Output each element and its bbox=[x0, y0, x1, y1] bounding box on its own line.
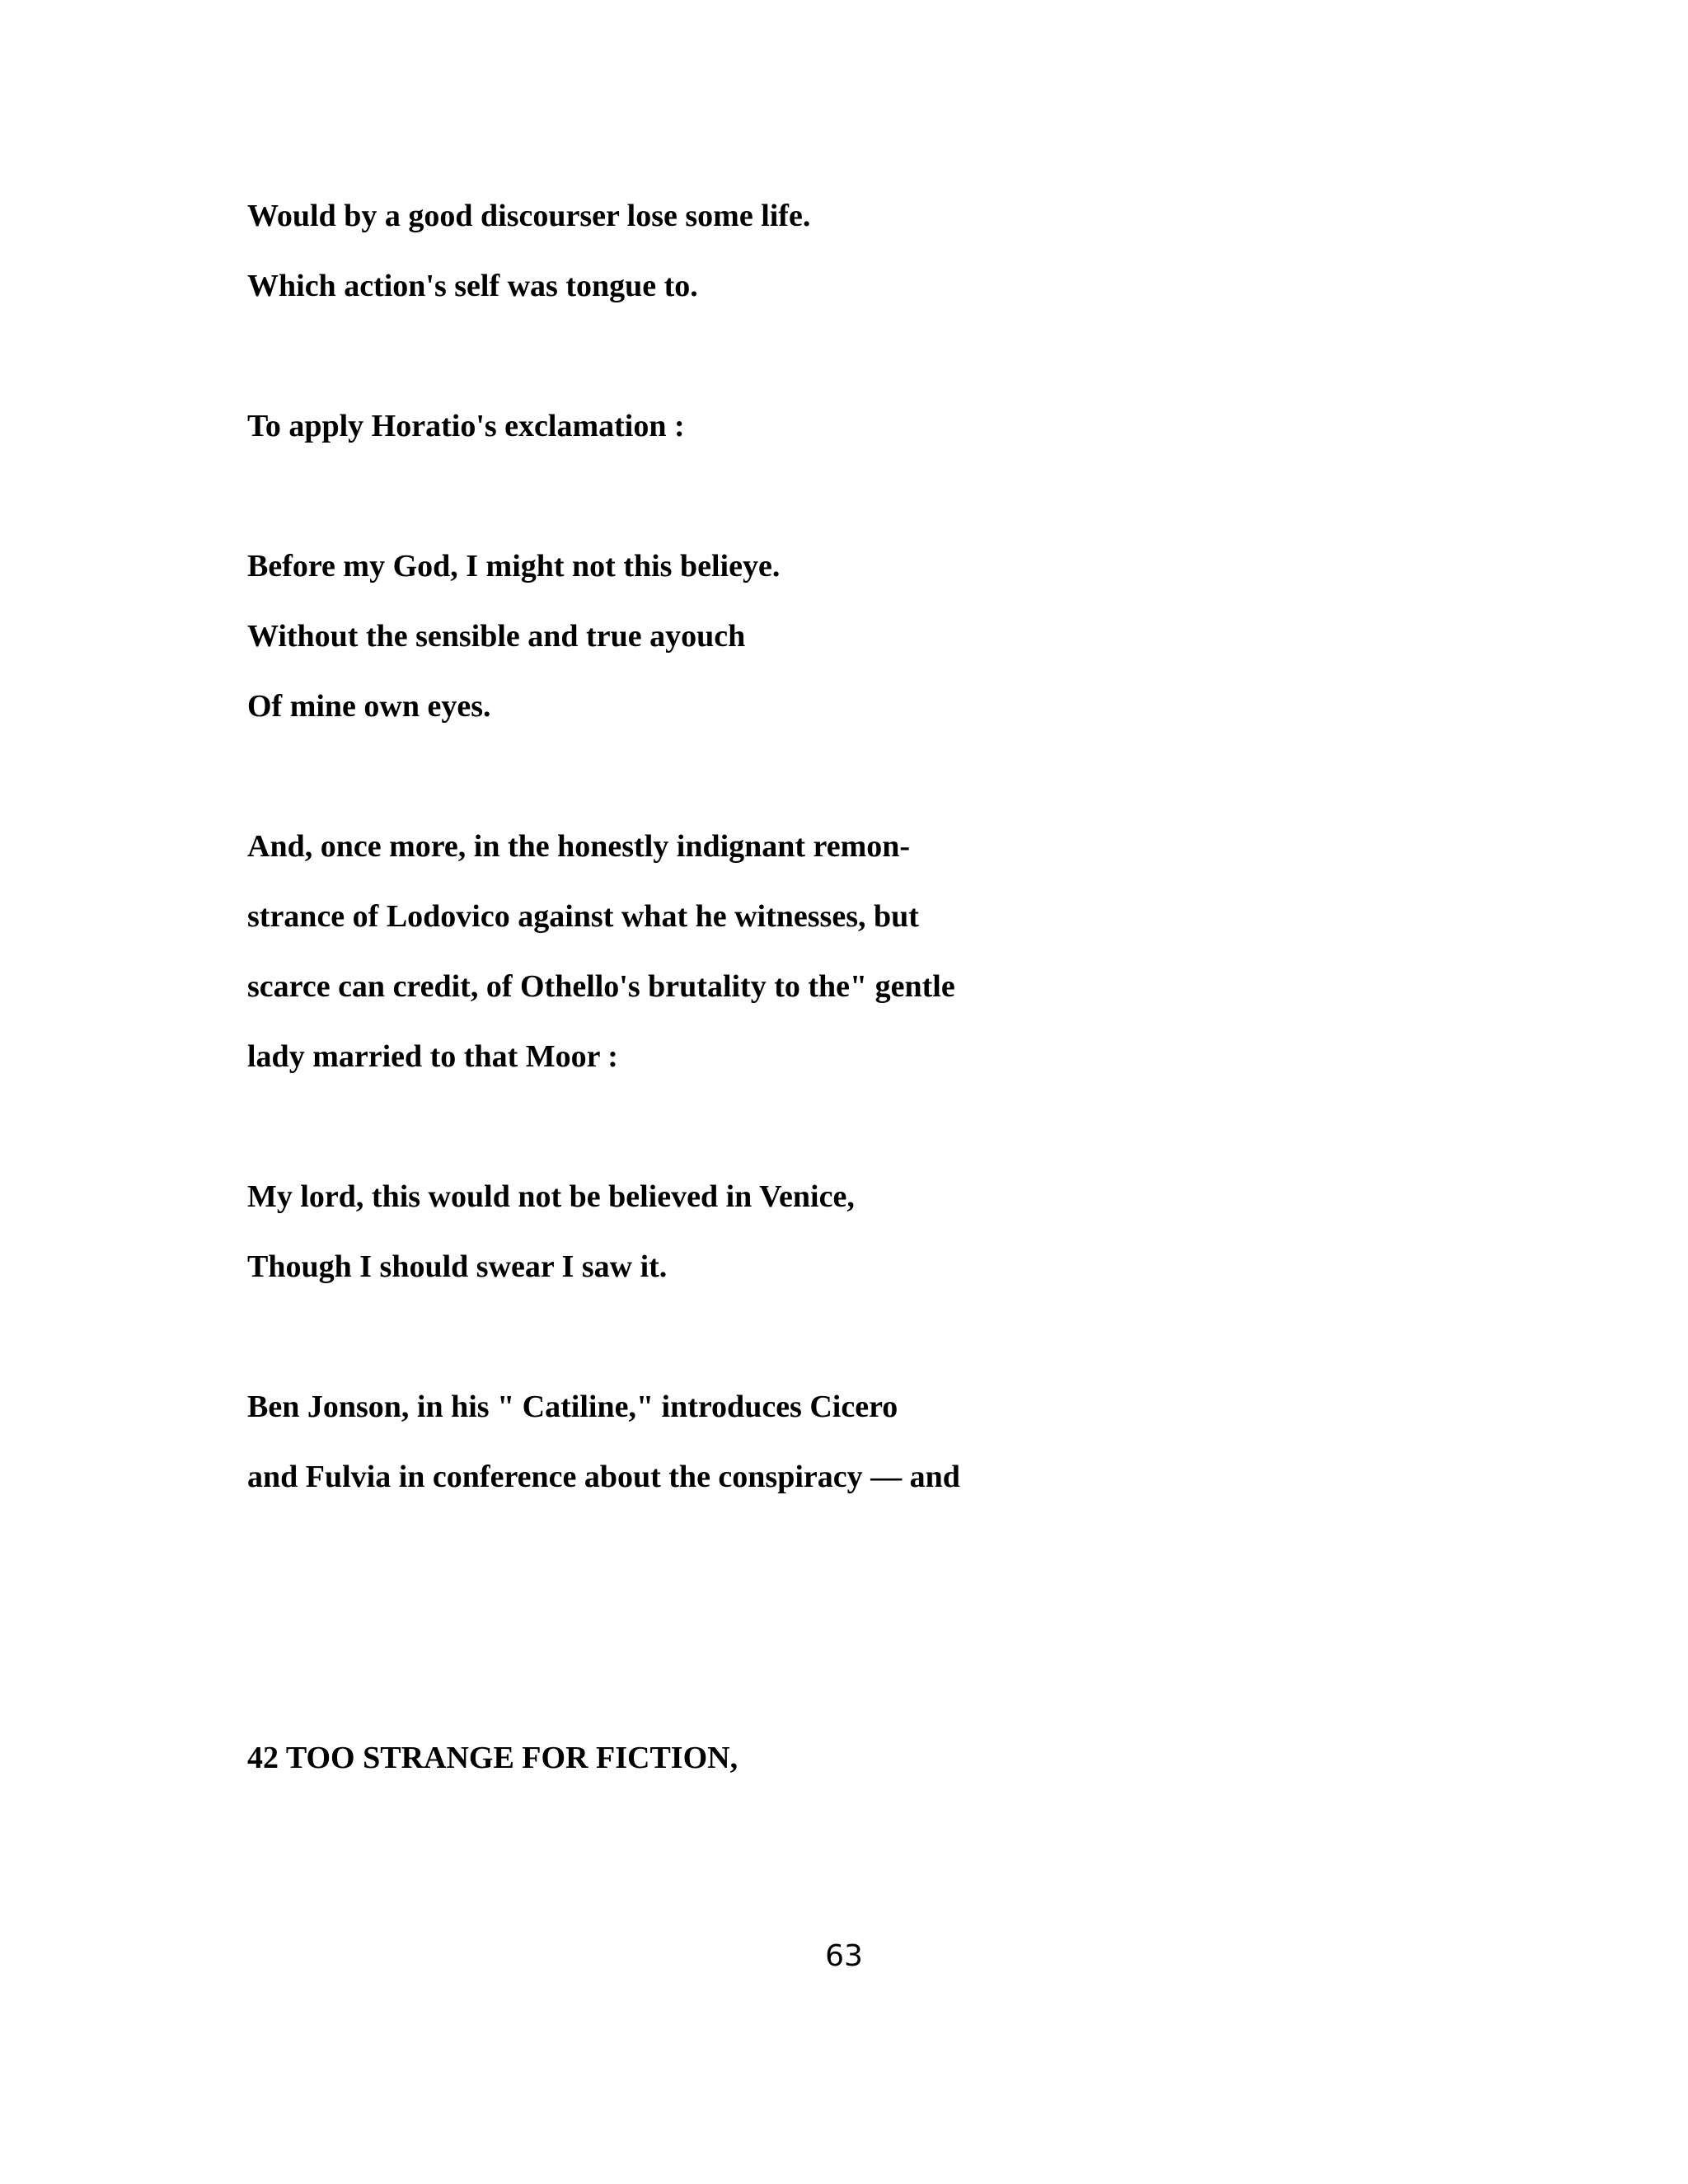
text-line: Which action's self was tongue to. bbox=[247, 269, 698, 303]
text-line: Ben Jonson, in his " Catiline," introduces Cicero bbox=[247, 1390, 898, 1424]
text-line: My lord, this would not be believed in Venice, bbox=[247, 1179, 855, 1214]
text-line: Of mine own eyes. bbox=[247, 689, 491, 724]
text-line: Before my God, I might not this belieye. bbox=[247, 549, 781, 583]
text-line: Would by a good discourser lose some life. bbox=[247, 199, 811, 233]
text-line: And, once more, in the honestly indignant remon- bbox=[247, 829, 911, 864]
text-line: and Fulvia in conference about the conspiracy — and bbox=[247, 1460, 960, 1494]
text-line: scarce can credit, of Othello's brutality to the" gentle bbox=[247, 969, 955, 1004]
text-line: Though I should swear I saw it. bbox=[247, 1249, 668, 1284]
text-line: Without the sensible and true ayouch bbox=[247, 619, 746, 654]
text-line: To apply Horatio's exclamation : bbox=[247, 409, 685, 443]
running-head: 42 TOO STRANGE FOR FICTION, bbox=[247, 1741, 738, 1775]
page-number: 63 bbox=[825, 1939, 863, 1973]
text-line: strance of Lodovico against what he witnesses, but bbox=[247, 899, 919, 934]
text-line: lady married to that Moor : bbox=[247, 1039, 618, 1074]
